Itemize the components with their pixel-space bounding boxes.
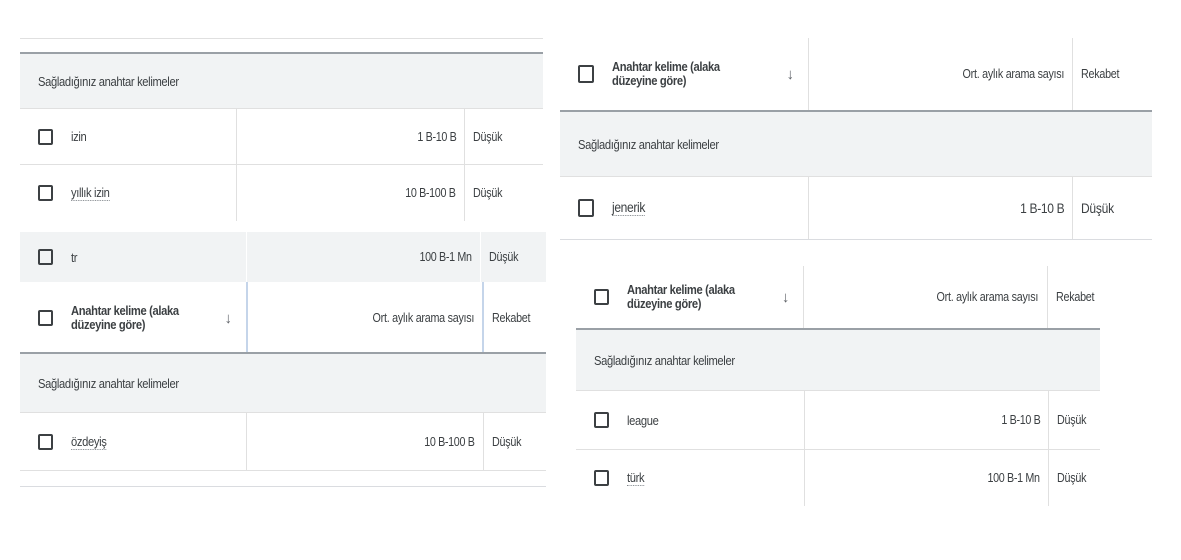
table-row[interactable] (560, 177, 1152, 239)
keyword-text: izin (71, 129, 87, 144)
group-label: Sağladığınız anahtar kelimeler (38, 73, 179, 89)
group-label: Sağladığınız anahtar kelimeler (578, 136, 719, 152)
keyword-group-header (20, 354, 546, 412)
column-header-keyword[interactable]: Anahtar kelime (alaka düzeyine göre) (71, 303, 179, 332)
keyword-text: tr (71, 249, 78, 265)
monthly-searches: 100 B-1 Mn (419, 250, 472, 264)
table-header-row (576, 266, 1100, 328)
group-label: Sağladığınız anahtar kelimeler (594, 352, 735, 368)
monthly-searches: 1 B-10 B (416, 129, 456, 144)
table-row[interactable] (20, 165, 543, 221)
keyword-text[interactable]: jenerik (612, 199, 646, 215)
divider (20, 38, 543, 39)
monthly-searches: 10 B-100 B (405, 186, 456, 200)
monthly-searches: 10 B-100 B (424, 434, 475, 449)
keyword-group-header (560, 112, 1152, 176)
keyword-text[interactable]: özdeyiş (71, 433, 107, 449)
keyword-text[interactable]: türk (627, 470, 645, 485)
row-checkbox[interactable] (38, 129, 53, 145)
keyword-panel-right-bottom (576, 266, 1100, 506)
keyword-group-header (576, 330, 1100, 390)
divider (20, 470, 546, 471)
table-row[interactable] (576, 391, 1100, 449)
table-row[interactable] (20, 232, 546, 282)
divider (20, 486, 546, 487)
row-checkbox[interactable] (578, 199, 594, 217)
table-row[interactable] (576, 450, 1100, 506)
divider (560, 239, 1152, 240)
monthly-searches: 1 B-10 B (1000, 413, 1040, 427)
select-all-checkbox[interactable] (38, 310, 53, 326)
row-checkbox[interactable] (38, 434, 53, 450)
select-all-checkbox[interactable] (594, 289, 609, 305)
column-header-keyword[interactable]: Anahtar kelime (alaka düzeyine göre) (627, 282, 735, 311)
competition: Düşük (473, 129, 503, 144)
competition: Düşük (492, 434, 522, 449)
arrow-down-icon[interactable]: ↓ (786, 65, 794, 83)
group-label: Sağladığınız anahtar kelimeler (38, 375, 179, 391)
keyword-text[interactable]: yıllık izin (71, 185, 110, 200)
keyword-panel-right-top (560, 38, 1152, 252)
arrow-down-icon[interactable]: ↓ (781, 288, 790, 306)
competition: Düşük (1057, 471, 1087, 485)
competition: Düşük (473, 186, 503, 200)
column-header-searches[interactable]: Ort. aylık arama sayısı (936, 290, 1039, 304)
keyword-panel-left-bottom (20, 232, 546, 494)
competition: Düşük (489, 250, 519, 264)
table-row[interactable] (20, 109, 543, 164)
column-header-keyword[interactable]: Anahtar kelime (alaka düzeyine göre) (612, 59, 720, 88)
row-checkbox[interactable] (594, 412, 609, 428)
row-checkbox[interactable] (594, 470, 609, 486)
column-header-competition[interactable]: Rekabet (1081, 67, 1120, 81)
keyword-text: league (627, 412, 659, 428)
table-row[interactable] (20, 413, 546, 470)
arrow-down-icon[interactable]: ↓ (224, 309, 232, 327)
monthly-searches: 1 B-10 B (1019, 200, 1064, 216)
competition: Düşük (1081, 200, 1114, 216)
competition: Düşük (1057, 413, 1087, 427)
column-header-competition[interactable]: Rekabet (492, 311, 531, 325)
row-checkbox[interactable] (38, 249, 53, 265)
column-header-competition[interactable]: Rekabet (1055, 290, 1094, 304)
column-header-searches[interactable]: Ort. aylık arama sayısı (372, 311, 474, 325)
keyword-panel-left-top (20, 38, 543, 224)
monthly-searches: 100 B-1 Mn (987, 471, 1040, 485)
row-checkbox[interactable] (38, 185, 53, 201)
keyword-group-header (20, 54, 543, 108)
select-all-checkbox[interactable] (578, 65, 594, 83)
column-header-searches[interactable]: Ort. aylık arama sayısı (962, 67, 1064, 81)
table-header-row (20, 282, 546, 354)
table-header-row (560, 38, 1152, 110)
